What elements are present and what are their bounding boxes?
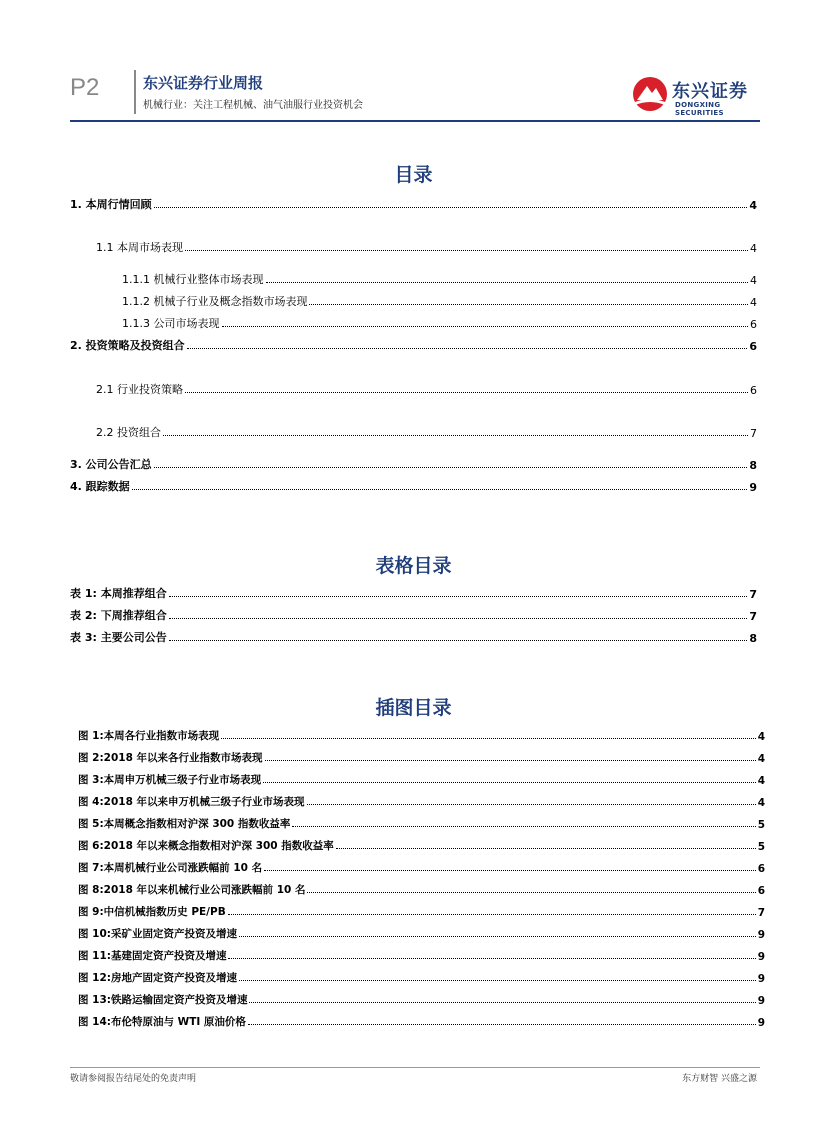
figure-entry[interactable] [78,947,765,963]
figure-entry-page: 9 [757,995,765,1007]
leader-dots [239,935,756,937]
leader-dots [248,1023,756,1025]
figure-entry[interactable] [78,749,765,765]
leader-dots [264,869,756,871]
table-entry-page: 7 [749,610,757,623]
toc-entry-page: 6 [750,318,757,331]
leader-dots [132,488,748,490]
leader-dots [292,825,755,827]
figure-entry[interactable] [78,881,765,897]
figure-entry-label: 图 4:2018 年以来申万机械三级子行业市场表现 [78,796,305,808]
report-title: 东兴证券行业周报 [143,74,264,92]
toc-entry-page: 9 [749,481,757,494]
figure-entry-label: 图 7:本周机械行业公司涨跌幅前 10 名 [78,862,263,874]
toc-entry-page: 4 [750,296,757,309]
figure-entry-label: 图 13:铁路运输固定资产投资及增速 [78,994,248,1006]
toc-entry-label: 1.1.3 公司市场表现 [122,317,220,330]
figure-entry[interactable] [78,903,765,919]
toc-entry[interactable] [70,478,757,494]
figure-entry-page: 5 [757,819,765,831]
figure-entry-page: 6 [757,885,765,897]
toc-entry[interactable] [122,293,757,309]
footer-slogan: 东方财智 兴盛之源 [682,1074,757,1084]
figure-entry-page: 4 [757,797,765,809]
footer-disclaimer: 敬请参阅报告结尾处的免责声明 [70,1074,197,1084]
toc-entry-label: 2.1 行业投资策略 [96,383,183,396]
leader-dots [307,803,756,805]
logo-name: 东兴证券 [672,81,748,102]
table-entry-label: 表 3: 主要公司公告 [70,631,167,644]
table-entry-label: 表 1: 本周推荐组合 [70,587,167,600]
table-entry[interactable] [70,629,757,645]
toc-entry-label: 1.1.2 机械子行业及概念指数市场表现 [122,295,308,308]
leader-dots [187,347,748,349]
figure-entry[interactable] [78,727,765,743]
page-number: P2 [70,74,100,101]
figure-entry[interactable] [78,1013,765,1029]
leader-dots [185,249,748,251]
toc-entry[interactable] [96,424,757,440]
toc-entry-page: 7 [750,427,757,440]
toc-entry-page: 6 [749,340,757,353]
figure-entry-label: 图 5:本周概念指数相对沪深 300 指数收益率 [78,818,291,830]
figure-entry-label: 图 6:2018 年以来概念指数相对沪深 300 指数收益率 [78,840,334,852]
leader-dots [249,1001,755,1003]
toc-entry[interactable] [122,315,757,331]
toc-entry[interactable] [70,196,757,212]
leader-dots [169,595,748,597]
figure-entry-label: 图 3:本周申万机械三级子行业市场表现 [78,774,262,786]
figure-entry[interactable] [78,859,765,875]
toc-entry-page: 8 [749,459,757,472]
figure-entry-page: 9 [757,1017,765,1029]
toc-entry[interactable] [70,456,757,472]
table-entry-page: 7 [749,588,757,601]
toc-entry-label: 2. 投资策略及投资组合 [70,339,185,352]
figure-entry-page: 9 [757,951,765,963]
table-entry[interactable] [70,585,757,601]
toc-entry-page: 4 [749,199,757,212]
toc-entry[interactable] [96,239,757,255]
header-rule [70,120,760,122]
figure-entry[interactable] [78,991,765,1007]
leader-dots [154,466,748,468]
figures-toc-title: 插图目录 [375,697,452,719]
leader-dots [228,913,756,915]
figure-entry-label: 图 12:房地产固定资产投资及增速 [78,972,237,984]
toc-entry-page: 4 [750,274,757,287]
report-subtitle: 机械行业：关注工程机械、油气油服行业投资机会 [143,100,363,111]
toc-entry-page: 6 [750,384,757,397]
leader-dots [221,737,756,739]
footer-rule [70,1067,760,1068]
toc-entry[interactable] [70,337,757,353]
figure-entry-label: 图 8:2018 年以来机械行业公司涨跌幅前 10 名 [78,884,306,896]
leader-dots [154,206,748,208]
figure-entry-page: 4 [757,753,765,765]
toc-entry-label: 1.1 本周市场表现 [96,241,183,254]
figure-entry-page: 4 [757,731,765,743]
figure-entry-label: 图 9:中信机械指数历史 PE/PB [78,906,226,918]
table-entry-page: 8 [749,632,757,645]
leader-dots [266,281,749,283]
leader-dots [169,639,748,641]
figure-entry-label: 图 11:基建固定资产投资及增速 [78,950,227,962]
leader-dots [169,617,748,619]
toc-entry-page: 4 [750,242,757,255]
leader-dots [185,391,748,393]
figure-entry-label: 图 14:布伦特原油与 WTI 原油价格 [78,1016,246,1028]
figure-entry-page: 6 [757,863,765,875]
figure-entry[interactable] [78,969,765,985]
toc-entry-label: 4. 跟踪数据 [70,480,130,493]
leader-dots [307,891,755,893]
table-entry-label: 表 2: 下周推荐组合 [70,609,167,622]
figure-entry-page: 7 [757,907,765,919]
tables-toc-title: 表格目录 [375,555,452,577]
toc-entry-label: 1.1.1 机械行业整体市场表现 [122,273,264,286]
figure-entry[interactable] [78,815,765,831]
logo [632,74,757,117]
figure-entry-label: 图 10:采矿业固定资产投资及增速 [78,928,237,940]
toc-title: 目录 [394,164,433,186]
figure-entry-page: 9 [757,973,765,985]
leader-dots [265,759,756,761]
toc-entry-label: 1. 本周行情回顾 [70,198,152,211]
figure-entry[interactable] [78,793,765,809]
figure-entry-page: 9 [757,929,765,941]
leader-dots [336,847,756,849]
toc-entry-label: 2.2 投资组合 [96,426,161,439]
toc-entry[interactable] [122,271,757,287]
logo-mark-icon [632,76,668,112]
figure-entry[interactable] [78,925,765,941]
figure-entry-label: 图 2:2018 年以来各行业指数市场表现 [78,752,263,764]
toc-entry-label: 3. 公司公告汇总 [70,458,152,471]
toc-entry[interactable] [96,381,757,397]
leader-dots [163,434,748,436]
leader-dots [309,303,748,305]
logo-english-name: DONGXING SECURITIES [675,101,724,117]
figure-entry-page: 4 [757,775,765,787]
figure-entry[interactable] [78,837,765,853]
leader-dots [239,979,756,981]
figure-entry-label: 图 1:本周各行业指数市场表现 [78,730,220,742]
leader-dots [228,957,755,959]
header-divider [134,70,136,114]
figure-entry[interactable] [78,771,765,787]
leader-dots [222,325,749,327]
figure-entry-page: 5 [757,841,765,853]
leader-dots [263,781,756,783]
table-entry[interactable] [70,607,757,623]
